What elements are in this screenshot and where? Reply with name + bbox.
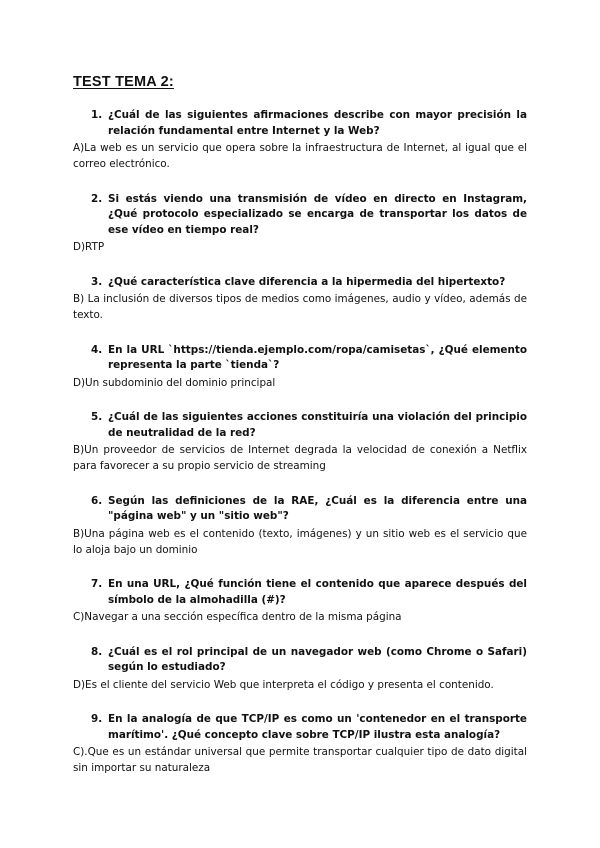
question-text: ¿Cuál de las siguientes afirmaciones describe con mayor precisión la relación fundamental entre Internet y la Web? xyxy=(108,109,527,137)
question-number: 1. xyxy=(91,109,103,121)
answer-1: A)La web es un servicio que opera sobre la infraestructura de Internet, al igual que el correo electrónico. xyxy=(73,142,527,171)
question-5 xyxy=(73,410,527,441)
answer-2: D)RTP xyxy=(73,241,105,254)
question-2 xyxy=(73,192,527,239)
question-block-2 xyxy=(73,192,527,256)
question-3 xyxy=(73,275,527,291)
answer-3: B) La inclusión de diversos tipos de medios como imágenes, audio y vídeo, además de texto. xyxy=(73,293,527,322)
answer-4: D)Un subdominio del dominio principal xyxy=(73,376,276,389)
question-text: ¿Cuál es el rol principal de un navegador web (como Chrome o Safari) según lo estudiado? xyxy=(108,645,527,674)
question-block-8 xyxy=(73,645,527,693)
page-title: TEST TEMA 2: xyxy=(73,74,174,90)
question-text: En la URL `https://tienda.ejemplo.com/ropa/camisetas`, ¿Qué elemento representa la parte `tienda`? xyxy=(108,343,527,372)
question-number: 9. xyxy=(91,712,103,725)
question-4 xyxy=(73,343,527,374)
question-text: En la analogía de que TCP/IP es como un 'contenedor en el transporte marítimo'. ¿Qué concepto clave sobre TCP/IP ilustra esta analogía? xyxy=(108,712,527,741)
question-text: Si estás viendo una transmisión de vídeo en directo en Instagram, ¿Qué protocolo especializado se encarga de transportar los datos de ese vídeo en tiempo real? xyxy=(108,192,527,236)
question-number: 6. xyxy=(91,494,103,507)
answer-8: D)Es el cliente del servicio Web que interpreta el código y presenta el contenido. xyxy=(73,678,494,691)
question-text: Según las definiciones de la RAE, ¿Cuál es la diferencia entre una "página web" y un "sitio web"? xyxy=(108,494,527,523)
question-block-5 xyxy=(73,410,527,475)
question-number: 2. xyxy=(91,192,103,205)
question-block-3 xyxy=(73,275,527,324)
question-7 xyxy=(73,577,527,608)
question-block-9 xyxy=(73,712,527,777)
answer-5: B)Un proveedor de servicios de Internet degrada la velocidad de conexión a Netflix para favorecer a su propio servicio de streaming xyxy=(73,444,527,473)
question-block-4 xyxy=(73,343,527,391)
question-1 xyxy=(73,108,527,139)
question-6 xyxy=(73,494,527,525)
question-block-1 xyxy=(73,108,527,173)
answer-6: B)Una página web es el contenido (texto, imágenes) y un sitio web es el servicio que lo aloja bajo un dominio xyxy=(73,527,527,556)
question-number: 5. xyxy=(91,410,103,423)
question-block-6 xyxy=(73,494,527,559)
answer-7: C)Navegar a una sección específica dentro de la misma página xyxy=(73,611,402,624)
question-9 xyxy=(73,712,527,743)
question-text: ¿Cuál de las siguientes acciones constituiría una violación del principio de neutralidad de la red? xyxy=(108,410,527,439)
question-number: 7. xyxy=(91,578,103,591)
question-8 xyxy=(73,645,527,676)
question-text: ¿Qué característica clave diferencia a la hipermedia del hipertexto? xyxy=(108,275,506,288)
question-number: 4. xyxy=(91,343,103,356)
question-number: 3. xyxy=(91,275,103,288)
question-number: 8. xyxy=(91,645,103,658)
question-text: En una URL, ¿Qué función tiene el contenido que aparece después del símbolo de la almohadilla (#)? xyxy=(108,578,527,606)
answer-9: C).Que es un estándar universal que permite transportar cualquier tipo de dato digital sin importar su naturaleza xyxy=(73,746,527,775)
question-block-7 xyxy=(73,577,527,625)
